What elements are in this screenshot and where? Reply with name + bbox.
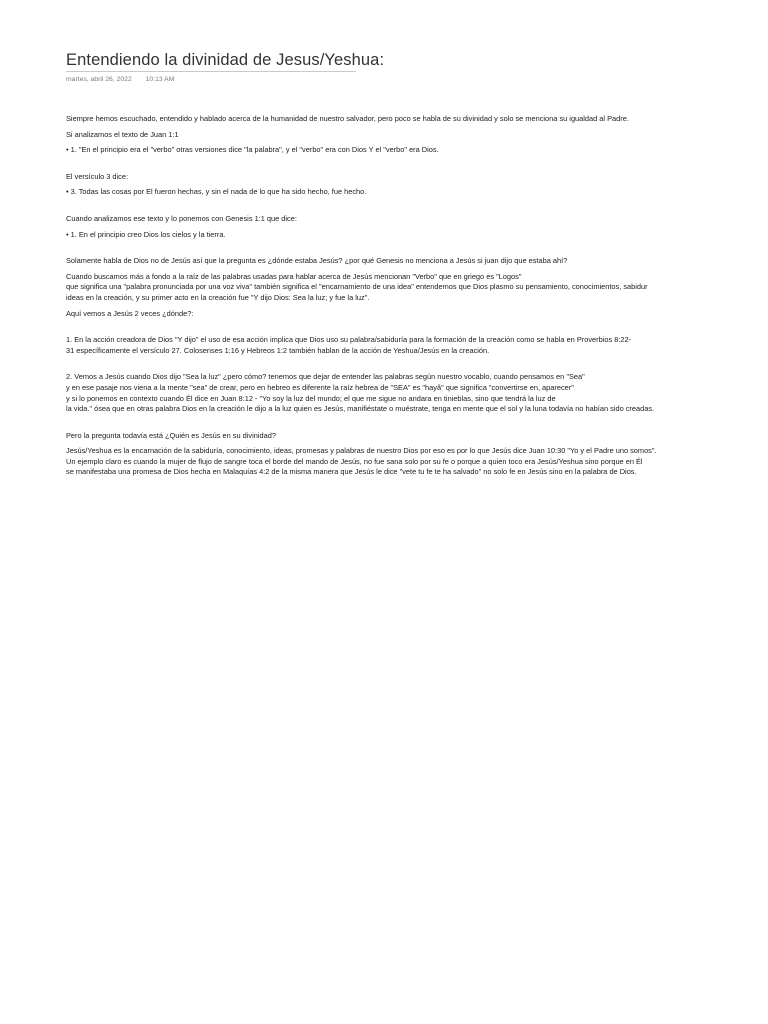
- paragraph-point-1-line-1: 1. En la acción creadora de Dios "Y dijo" el uso de esa acción implica que Dios uso su palabra/sabiduría para la formación de la creación como se habla en Proverbios 8:22-: [66, 335, 632, 345]
- bullet-genesis-1-1: • 1. En el principio creo Dios los cielos y la tierra.: [66, 229, 226, 239]
- page-title: Entendiendo la divinidad de Jesus/Yeshua:: [66, 51, 385, 69]
- page-time: 10:13 AM: [145, 76, 175, 83]
- paragraph-point-2-line-1: 2. Vemos a Jesús cuando Dios dijo "Sea la luz" ¿pero cómo? tenemos que dejar de entender las palabras según nuestro vocablo, cuando pensamos en "Sea": [66, 372, 585, 382]
- bullet-juan-1-1: • 1. "En el principio era el "verbo" otras versiones dice "la palabra", y el "verbo" era con Dios Y el "verbo" era Dios.: [66, 145, 439, 155]
- paragraph-point-1-line-2: 31 específicamente el versículo 27. Colosenses 1:16 y Hebreos 1:2 también hablan de la acción de Yeshua/Jesús en la creación.: [66, 345, 490, 355]
- paragraph-intro: Siempre hemos escuchado, entendido y hablado acerca de la humanidad de nuestro salvador, pero poco se habla de su divinidad y solo se menciona su igualdad al Padre.: [66, 114, 629, 123]
- paragraph-logos-line-3: ideas en la creación, y su primer acto en la creación fue "Y dijo Dios: Sea la luz; y fue la luz".: [66, 292, 370, 302]
- paragraph-juan-ref: Si analizamos el texto de Juan 1:1: [66, 129, 179, 139]
- note-body: [66, 114, 738, 478]
- paragraph-conclusion-line-3: se manifestaba una promesa de Dios hecha en Malaquías 4:2 de la misma manera que Jesús le dice "vete tu fe te ha salvado" no solo fe en Jesús sino en la palabra de Dios.: [66, 467, 637, 477]
- paragraph-question: Solamente habla de Dios no de Jesús así que la pregunta es ¿dónde estaba Jesús? ¿por qué Genesis no menciona a Jesús si juan dijo que estaba ahí?: [66, 256, 568, 266]
- paragraph-two-times: Aquí vemos a Jesús 2 veces ¿dónde?:: [66, 308, 194, 318]
- paragraph-point-2-line-2: y en ese pasaje nos viena a la mente "sea" de crear, pero en hebreo es diferente la raíz hebrea de "SEA" es "hayâ" que significa "convertirse en, aparecer": [66, 382, 574, 392]
- paragraph-divinity-question: Pero la pregunta todavía está ¿Quién es Jesús en su divinidad?: [66, 430, 276, 440]
- paragraph-logos-line-2: que significa una "palabra pronunciada por una voz viva" también significa el "encarnamiento de una idea" entendemos que Dios plasmo su pensamiento, conocimientos, sabidur: [66, 282, 648, 292]
- title-underline: [66, 71, 356, 72]
- paragraph-genesis-ref: Cuando analizamos ese texto y lo ponemos con Genesis 1:1 que dice:: [66, 213, 297, 223]
- paragraph-conclusion-line-2: Un ejemplo claro es cuando la mujer de flujo de sangre toca el borde del mando de Jesús, no fue sana solo por su fe o porque a quien toco era Jesús/Yeshua sino porque en Él: [66, 456, 643, 466]
- paragraph-point-2-line-3: y si lo ponemos en contexto cuando Él dice en Juan 8:12 - "Yo soy la luz del mundo; el que me sigue no andara en tinieblas, sino que tendrá la luz de: [66, 393, 556, 403]
- paragraph-conclusion-line-1: Jesús/Yeshua es la encarnación de la sabiduría, conocimiento, ideas, promesas y palabras de nuestro Dios por eso es por lo que Jesús dice Juan 10:30 "Yo y el Padre uno somos".: [66, 446, 657, 456]
- bullet-versiculo-3: • 3. Todas las cosas por El fueron hechas, y sin el nada de lo que ha sido hecho, fue hecho.: [66, 187, 367, 197]
- paragraph-point-2-line-4: la vida." ósea que en otras palabra Dios en la creación le dijo a la luz quien es Jesús, manifiéstate o muéstrate, tenga en mente que el sol y la luna todavía no habían sido creadas.: [66, 404, 655, 414]
- paragraph-versiculo-3: El versículo 3 dice:: [66, 171, 129, 181]
- page-timestamp: [66, 76, 174, 83]
- page-date: martes, abril 26, 2022: [66, 76, 132, 83]
- paragraph-logos-line-1: Cuando buscamos más a fondo a la raíz de las palabras usadas para hablar acerca de Jesús mencionan "Verbo" que en griego es "Logos": [66, 271, 522, 281]
